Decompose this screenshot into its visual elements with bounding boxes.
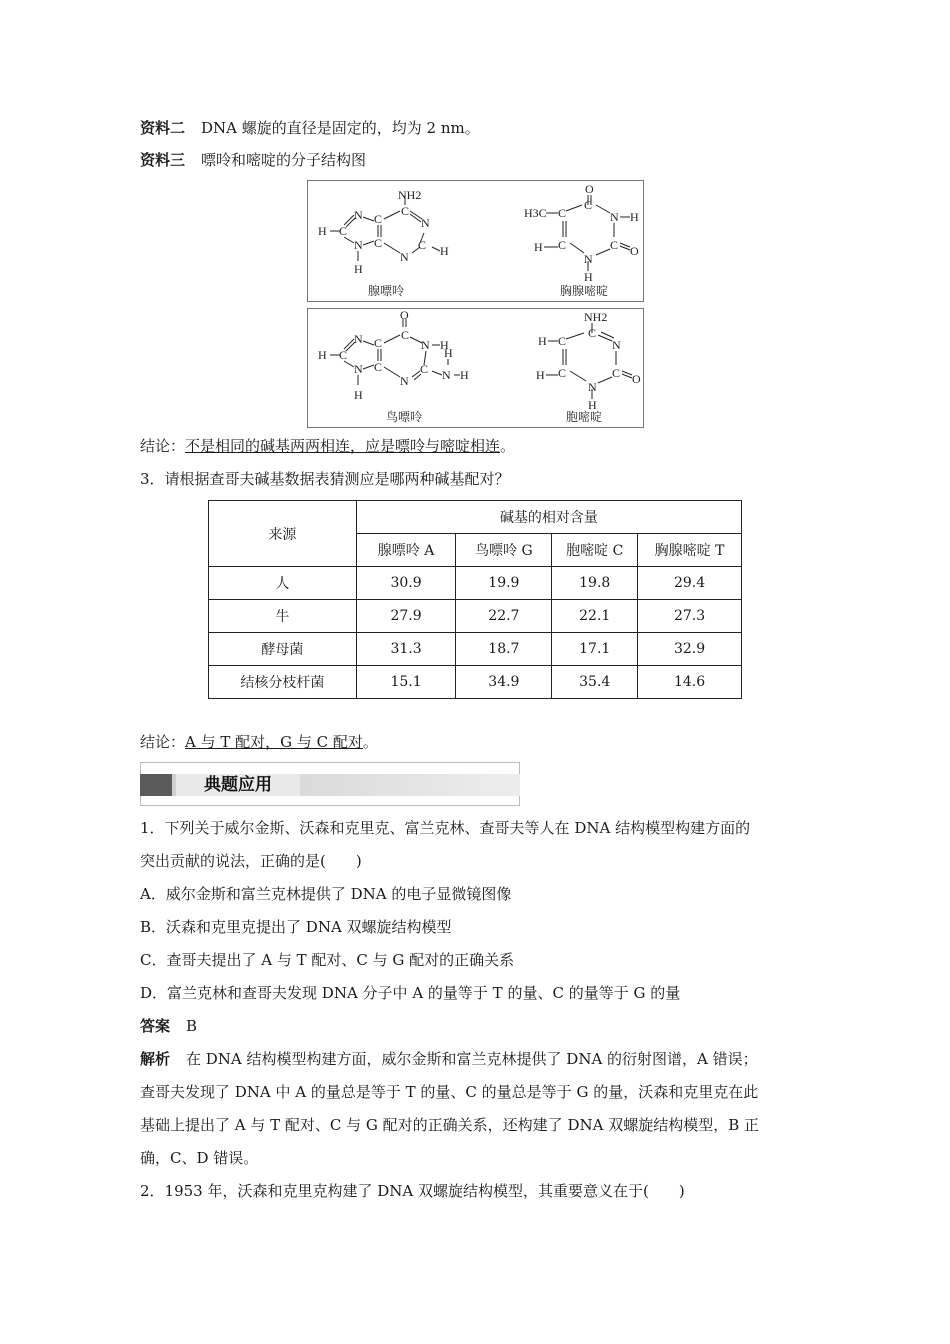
header-col: 胞嘧啶 C bbox=[552, 534, 638, 567]
svg-text:O: O bbox=[630, 244, 639, 258]
conclusion-1-suffix: 。 bbox=[500, 437, 516, 455]
q1-answer bbox=[140, 1016, 197, 1036]
thymine-label: 胸腺嘧啶 bbox=[560, 284, 609, 298]
svg-text:N: N bbox=[421, 338, 430, 352]
conclusion-1-text: 不是相同的碱基两两相连，应是嘌呤与嘧啶相连 bbox=[185, 437, 501, 455]
conclusion-2-suffix: 。 bbox=[362, 733, 378, 751]
q1-stem-line-1: 1．下列关于威尔金斯、沃森和克里克、富兰克林、查哥夫等人在 DNA 结构模型构建方面的 bbox=[140, 819, 751, 837]
adenine-nh2: NH2 bbox=[398, 188, 422, 202]
svg-text:N: N bbox=[354, 332, 363, 346]
answer-value: B bbox=[186, 1017, 198, 1035]
svg-text:C: C bbox=[339, 348, 348, 362]
adenine-label: 腺嘌呤 bbox=[368, 284, 405, 298]
section-title: 典题应用 bbox=[176, 774, 300, 796]
svg-text:C: C bbox=[418, 238, 427, 252]
cell: 15.1 bbox=[356, 666, 456, 699]
chargaff-table bbox=[208, 500, 742, 699]
analysis-label: 解析 bbox=[140, 1050, 171, 1068]
q1-option-c: C．查哥夫提出了 A 与 T 配对、C 与 G 配对的正确关系 bbox=[140, 951, 515, 969]
material-3-text: 嘌呤和嘧啶的分子结构图 bbox=[201, 151, 367, 169]
svg-text:H: H bbox=[460, 368, 469, 382]
conclusion-2 bbox=[140, 732, 378, 752]
svg-text:N: N bbox=[354, 208, 363, 222]
q1-option-a: A．威尔金斯和富兰克林提供了 DNA 的电子显微镜图像 bbox=[140, 885, 512, 903]
q2-stem-line-1: 2．1953 年，沃森和克里克构建了 DNA 双螺旋结构模型，其重要意义在于( ) bbox=[140, 1182, 685, 1200]
svg-text:C: C bbox=[339, 224, 348, 238]
cytosine-label: 胞嘧啶 bbox=[566, 410, 603, 424]
svg-text:H: H bbox=[630, 210, 639, 224]
svg-text:C: C bbox=[401, 204, 410, 218]
cell: 22.7 bbox=[456, 600, 552, 633]
svg-text:N: N bbox=[400, 374, 409, 388]
svg-text:C: C bbox=[558, 366, 567, 380]
svg-text:H: H bbox=[440, 244, 449, 258]
svg-text:C: C bbox=[374, 212, 383, 226]
svg-text:C: C bbox=[558, 334, 567, 348]
conclusion-1 bbox=[140, 436, 515, 456]
table-row bbox=[209, 567, 742, 600]
thymine-methyl: H3C bbox=[524, 206, 547, 220]
svg-text:H: H bbox=[318, 224, 327, 238]
svg-text:N: N bbox=[588, 380, 597, 394]
svg-text:C: C bbox=[420, 362, 429, 376]
cell: 30.9 bbox=[356, 567, 456, 600]
cell: 27.9 bbox=[356, 600, 456, 633]
q1-analysis-line-1 bbox=[140, 1049, 758, 1069]
table-row bbox=[209, 666, 742, 699]
analysis-text: 在 DNA 结构模型构建方面，威尔金斯和富兰克林提供了 DNA 的衍射图谱，A 错误； bbox=[186, 1050, 758, 1068]
table-row bbox=[209, 633, 742, 666]
purine-pyrimidine-figure-bottom bbox=[307, 308, 644, 428]
table-header-row bbox=[209, 501, 742, 534]
svg-text:N: N bbox=[442, 368, 451, 382]
svg-text:C: C bbox=[374, 360, 383, 374]
row-source: 结核分枝杆菌 bbox=[209, 666, 357, 699]
cell: 19.9 bbox=[456, 567, 552, 600]
material-2-text: DNA 螺旋的直径是固定的，均为 2 nm。 bbox=[201, 119, 480, 137]
q1-analysis-line-2: 查哥夫发现了 DNA 中 A 的量总是等于 T 的量、C 的量总是等于 G 的量，沃森和克里克在此 bbox=[140, 1083, 759, 1101]
header-col: 腺嘌呤 A bbox=[356, 534, 456, 567]
svg-text:C: C bbox=[401, 328, 410, 342]
answer-label: 答案 bbox=[140, 1017, 171, 1035]
cell: 31.3 bbox=[356, 633, 456, 666]
section-banner bbox=[140, 762, 520, 806]
svg-text:O: O bbox=[585, 182, 594, 196]
material-2 bbox=[140, 118, 480, 138]
svg-text:N: N bbox=[400, 250, 409, 264]
svg-text:H: H bbox=[534, 240, 543, 254]
header-group: 碱基的相对含量 bbox=[356, 501, 741, 534]
cell: 29.4 bbox=[638, 567, 742, 600]
svg-text:H: H bbox=[538, 334, 547, 348]
material-3-label: 资料三 bbox=[140, 151, 186, 169]
svg-text:O: O bbox=[400, 309, 409, 322]
row-source: 人 bbox=[209, 567, 357, 600]
conclusion-2-text: A 与 T 配对，G 与 C 配对 bbox=[185, 733, 363, 751]
svg-text:H: H bbox=[444, 346, 453, 360]
conclusion-2-prefix: 结论： bbox=[140, 733, 186, 751]
svg-text:H: H bbox=[584, 270, 593, 284]
cell: 32.9 bbox=[638, 633, 742, 666]
structure-diagram-top bbox=[308, 181, 643, 301]
conclusion-1-prefix: 结论： bbox=[140, 437, 186, 455]
q1-stem-line-2: 突出贡献的说法，正确的是( ) bbox=[140, 852, 362, 870]
cell: 27.3 bbox=[638, 600, 742, 633]
svg-text:N: N bbox=[584, 252, 593, 266]
q1-option-b: B．沃森和克里克提出了 DNA 双螺旋结构模型 bbox=[140, 918, 452, 936]
purine-pyrimidine-figure-top bbox=[307, 180, 644, 302]
svg-text:C: C bbox=[588, 326, 597, 340]
row-source: 牛 bbox=[209, 600, 357, 633]
cell: 35.4 bbox=[552, 666, 638, 699]
header-source: 来源 bbox=[209, 501, 357, 567]
row-source: 酵母菌 bbox=[209, 633, 357, 666]
guanine-label: 鸟嘌呤 bbox=[386, 410, 423, 424]
material-2-label: 资料二 bbox=[140, 119, 186, 137]
svg-text:H: H bbox=[318, 348, 327, 362]
svg-text:C: C bbox=[584, 198, 593, 212]
svg-text:N: N bbox=[354, 238, 363, 252]
svg-text:O: O bbox=[632, 372, 641, 386]
svg-text:H: H bbox=[354, 388, 363, 402]
cell: 22.1 bbox=[552, 600, 638, 633]
cell: 19.8 bbox=[552, 567, 638, 600]
cell: 18.7 bbox=[456, 633, 552, 666]
svg-text:N: N bbox=[610, 210, 619, 224]
table-row bbox=[209, 600, 742, 633]
svg-text:N: N bbox=[612, 338, 621, 352]
cytosine-nh2: NH2 bbox=[584, 310, 608, 324]
structure-diagram-bottom bbox=[308, 309, 643, 427]
svg-text:C: C bbox=[610, 238, 619, 252]
svg-text:C: C bbox=[612, 366, 621, 380]
question-3: 3．请根据查哥夫碱基数据表猜测应是哪两种碱基配对？ bbox=[140, 470, 510, 488]
q1-option-d: D．富兰克林和查哥夫发现 DNA 分子中 A 的量等于 T 的量、C 的量等于 G 的量 bbox=[140, 984, 681, 1002]
svg-text:N: N bbox=[421, 216, 430, 230]
cell: 17.1 bbox=[552, 633, 638, 666]
svg-text:C: C bbox=[558, 206, 567, 220]
material-3 bbox=[140, 150, 366, 170]
svg-text:H: H bbox=[588, 398, 597, 412]
q1-analysis-line-4: 确，C、D 错误。 bbox=[140, 1149, 259, 1167]
svg-text:H: H bbox=[440, 338, 449, 352]
svg-text:C: C bbox=[374, 236, 383, 250]
cell: 34.9 bbox=[456, 666, 552, 699]
header-col: 胸腺嘧啶 T bbox=[638, 534, 742, 567]
svg-text:N: N bbox=[354, 362, 363, 376]
svg-text:C: C bbox=[374, 336, 383, 350]
header-col: 鸟嘌呤 G bbox=[456, 534, 552, 567]
svg-text:H: H bbox=[536, 368, 545, 382]
svg-text:H: H bbox=[354, 262, 363, 276]
cell: 14.6 bbox=[638, 666, 742, 699]
svg-text:C: C bbox=[558, 238, 567, 252]
q1-analysis-line-3: 基础上提出了 A 与 T 配对、C 与 G 配对的正确关系，还构建了 DNA 双螺旋结构模型，B 正 bbox=[140, 1116, 759, 1134]
